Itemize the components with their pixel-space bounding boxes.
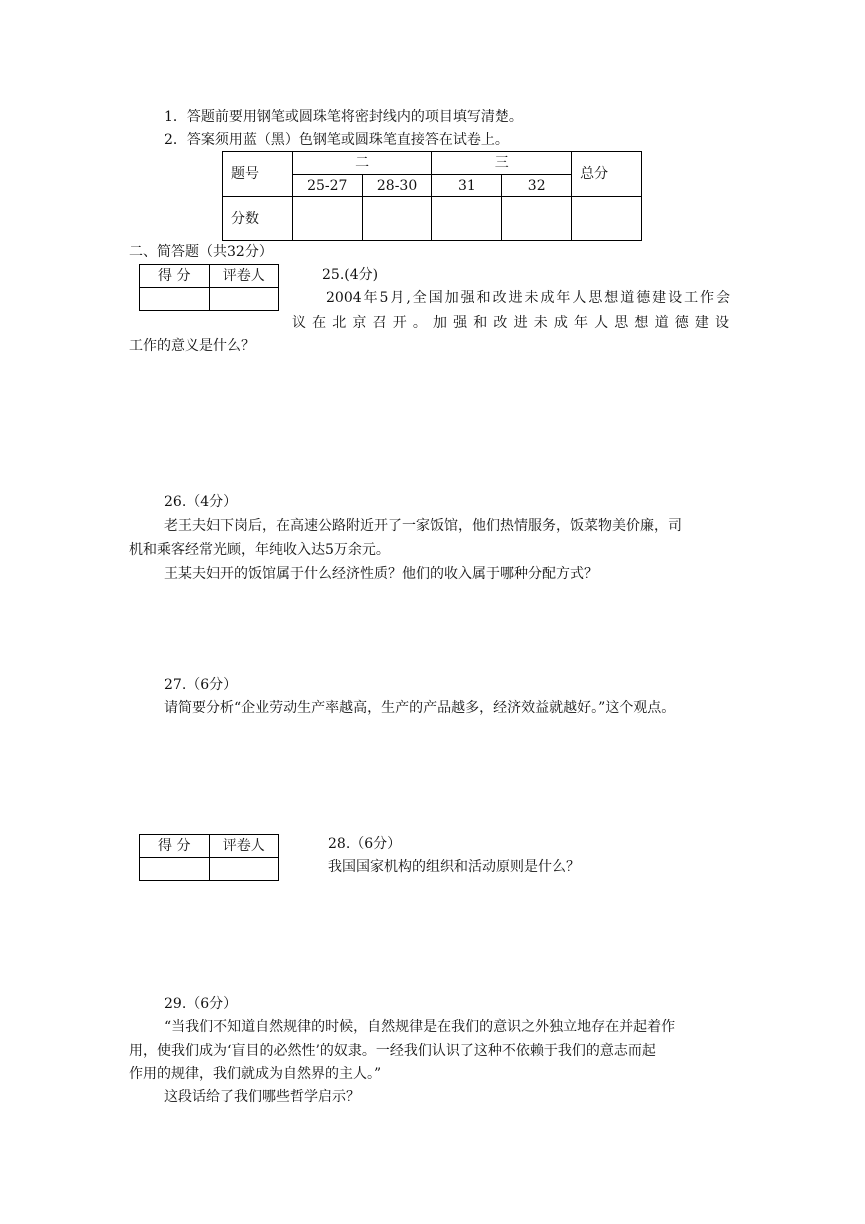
instruction-2: 2．答案须用蓝（黑）色钢笔或圆珠笔直接答在试卷上。	[164, 132, 509, 148]
grader-box-1	[139, 264, 279, 311]
grader-box-2	[139, 834, 279, 881]
score-cell-total	[572, 197, 642, 241]
q25-line-1: 2004年5月,全国加强和改进未成年人思想道德建设工作会	[326, 290, 730, 306]
q25-title: 25.(4分)	[322, 267, 379, 283]
score-summary-table	[222, 151, 642, 241]
q29-line-4: 这段话给了我们哪些哲学启示？	[164, 1089, 360, 1105]
q25-line-3: 工作的意义是什么？	[129, 338, 255, 354]
total-score-label: 总分	[572, 152, 642, 197]
section-two-header: 二	[292, 152, 432, 175]
score-cell-28-30	[362, 197, 432, 241]
question-number-label: 题号	[223, 152, 293, 197]
grader-box-2-score-cell	[140, 858, 210, 881]
grader-box-1-grader-label: 评卷人	[209, 265, 279, 288]
score-cell-31	[432, 197, 502, 241]
q29-line-1: “当我们不知道自然规律的时候，自然规律是在我们的意识之外独立地存在并起着作	[164, 1019, 676, 1035]
grader-box-1-grader-cell	[209, 288, 279, 311]
range-25-27: 25-27	[292, 175, 362, 197]
q29-line-3: 作用的规律，我们就成为自然界的主人。”	[129, 1066, 382, 1082]
range-31: 31	[432, 175, 502, 197]
q26-title: 26.（4分）	[164, 494, 238, 510]
section-heading: 二、简答题（共32分）	[129, 244, 273, 260]
grader-box-2-score-label: 得 分	[140, 835, 210, 858]
range-28-30: 28-30	[362, 175, 432, 197]
section-three-header: 三	[432, 152, 572, 175]
q29-title: 29.（6分）	[164, 996, 238, 1012]
grader-box-1-score-cell	[140, 288, 210, 311]
grader-box-2-grader-cell	[209, 858, 279, 881]
q26-line-1: 老王夫妇下岗后，在高速公路附近开了一家饭馆，他们热情服务，饭菜物美价廉，司	[164, 518, 682, 534]
q28-line-1: 我国国家机构的组织和活动原则是什么？	[328, 859, 580, 875]
instruction-1: 1．答题前要用钢笔或圆珠笔将密封线内的项目填写清楚。	[164, 109, 523, 125]
q27-title: 27.（6分）	[164, 677, 238, 693]
q25-line-2: 议在北京召开。加强和改进未成年人思想道德建设	[292, 315, 730, 331]
score-row-label: 分数	[223, 197, 293, 241]
grader-box-2-grader-label: 评卷人	[209, 835, 279, 858]
q29-line-2: 用，使我们成为‘盲目的必然性’的奴隶。一经我们认识了这种不依赖于我们的意志而起	[129, 1043, 656, 1059]
q26-line-2: 机和乘客经常光顾，年纯收入达5万余元。	[129, 542, 390, 558]
score-cell-32	[502, 197, 572, 241]
grader-box-1-score-label: 得 分	[140, 265, 210, 288]
q27-line-1: 请简要分析“企业劳动生产率越高，生产的产品越多，经济效益就越好。”这个观点。	[164, 700, 676, 716]
score-cell-25-27	[292, 197, 362, 241]
q26-line-3: 王某夫妇开的饭馆属于什么经济性质？他们的收入属于哪种分配方式？	[164, 566, 598, 582]
q28-title: 28.（6分）	[328, 836, 402, 852]
range-32: 32	[502, 175, 572, 197]
